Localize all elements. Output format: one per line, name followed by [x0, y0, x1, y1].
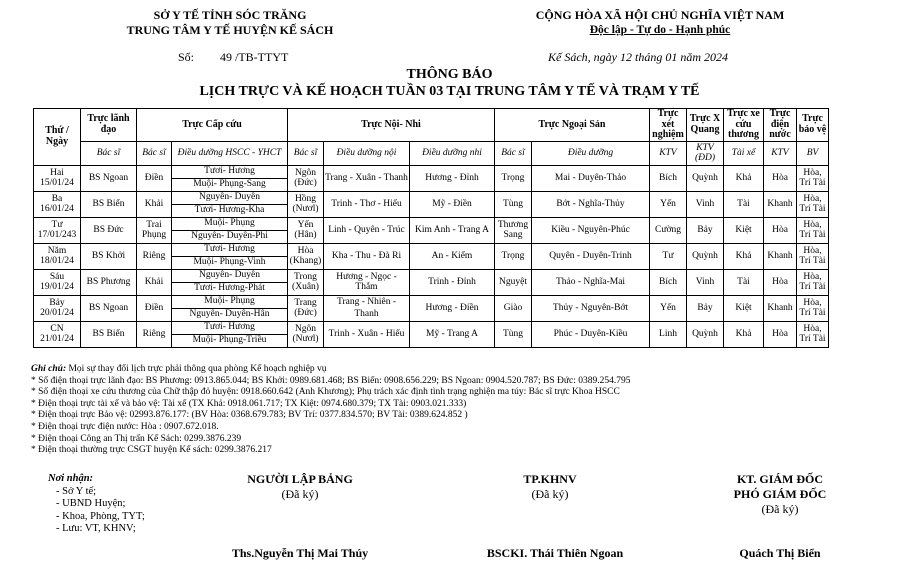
recipient-item: - Lưu: VT, KHNV;	[56, 523, 136, 534]
cell-in-nurse1: Trinh - Thơ - Hiếu	[324, 191, 410, 217]
doc-no: 49 /TB-TTYT	[220, 50, 289, 64]
cell-driver: Kiệt	[724, 217, 764, 243]
cell-er-doc: Trai Phụng	[137, 217, 172, 243]
recipients-label: Nơi nhận:	[48, 473, 94, 484]
cell-day	[34, 191, 81, 217]
cell-in-doc-line2: (Nươl)	[292, 334, 319, 344]
cell-guard: Hòa, Trí Tài	[797, 165, 829, 191]
table-row	[34, 217, 829, 230]
cell-er-nurse1: Nguyên- Duyên	[172, 269, 288, 282]
note-line: * Số điện thoại trực lãnh đạo: BS Phương: 0913.865.044; BS Khởi: 0989.681.468; BS Biển: 0908.656.229; BS Ngoan: 0904.520.787; BS Đức: 0389.254.795	[31, 375, 631, 386]
cell-er-doc: Khải	[137, 269, 172, 295]
cell-driver: Khả	[724, 165, 764, 191]
cell-day-line1: Tư	[51, 219, 63, 230]
maker-name: Ths.Nguyễn Thị Mai Thúy	[231, 546, 369, 560]
cell-er-doc: Riêng	[137, 321, 172, 347]
sub-driver: Tài xế	[724, 141, 764, 165]
cell-er-doc: Riêng	[137, 243, 172, 269]
sub-in-nurse2: Điều dưỡng nhi	[410, 141, 495, 165]
table-row	[34, 243, 829, 256]
col-leader: Trực lãnh đạo	[81, 109, 137, 142]
cell-su-doc: Trọng	[495, 165, 532, 191]
cell-er-nurse2: Muội- Phụng-Sang	[172, 178, 288, 191]
cell-in-nurse1: Trang - Xuân - Thanh	[324, 165, 410, 191]
cell-in-doc-line1: Hồng	[294, 193, 317, 204]
document-number	[178, 50, 288, 65]
khnv-name: BSCKI. Thái Thiên Ngoan	[486, 546, 624, 560]
doc-subtitle: LỊCH TRỰC VÀ KẾ HOẠCH TUẦN 03 TẠI TRUNG TÂM Y TẾ VÀ TRẠM Y TẾ	[199, 84, 700, 99]
cell-su-doc: Trọng	[495, 243, 532, 269]
col-ambulance: Trực xe cứu thương	[724, 109, 764, 142]
cell-er-doc: Điền	[137, 165, 172, 191]
cell-leader: BS Phương	[81, 269, 137, 295]
cell-in-doc-line1: Trang	[294, 297, 317, 308]
cell-xray: Quỳnh	[687, 321, 724, 347]
doc-no-label: Số:	[178, 50, 195, 64]
cell-driver: Tài	[724, 191, 764, 217]
cell-power: Khanh	[764, 295, 797, 321]
cell-power: Khanh	[764, 243, 797, 269]
sub-in-nurse1: Điều dưỡng nội	[324, 141, 410, 165]
cell-day	[34, 269, 81, 295]
cell-er-nurse2: Muội- Phụng-Triều	[172, 334, 288, 347]
cell-lab: Bích	[650, 165, 687, 191]
cell-in-doc	[288, 243, 324, 269]
cell-in-doc	[288, 191, 324, 217]
cell-power: Hòa	[764, 217, 797, 243]
cell-er-nurse2: Nguyên- Duyên-Phi	[172, 230, 288, 243]
recipient-item: - Sở Y tế;	[56, 485, 97, 497]
recipient-item: - Khoa, Phòng, TYT;	[56, 510, 145, 522]
cell-day	[34, 243, 81, 269]
cell-day-line1: CN	[50, 323, 64, 334]
cell-su-nurse: Mai - Duyên-Thảo	[532, 165, 650, 191]
cell-er-nurse1: Nguyên- Duyên	[172, 191, 288, 204]
col-day: Thứ / Ngày	[34, 109, 81, 166]
col-power: Trực điện nước	[764, 109, 797, 142]
cell-er-nurse1: Tươi- Hương	[172, 321, 288, 334]
notes-label: Ghi chú:	[31, 364, 67, 374]
notes-first-line	[31, 364, 630, 376]
cell-guard: Hòa, Trí Tài	[797, 191, 829, 217]
cell-lab: Yến	[650, 295, 687, 321]
note-line: * Điện thoại trực điện nước: Hòa : 0907.672.018.	[31, 421, 219, 432]
col-xray: Trực X Quang	[687, 109, 724, 142]
col-lab: Trực xét nghiệm	[650, 109, 687, 142]
cell-in-nurse1: Trang - Nhiên -	[324, 295, 410, 308]
cell-lab: Yến	[650, 191, 687, 217]
cell-day-line2: 21/01/24	[40, 334, 74, 344]
cell-er-nurse2: Nguyên- Duyên-Hân	[172, 308, 288, 321]
org-header	[95, 8, 365, 38]
cell-in-doc	[288, 321, 324, 347]
col-guard: Trực bảo vệ	[797, 109, 829, 142]
cell-guard: Hòa, Trí Tài	[797, 269, 829, 295]
cell-leader: BS Khởi	[81, 243, 137, 269]
sub-in-doc: Bác sĩ	[288, 141, 324, 165]
note-line: * Điện thoại trực tài xế và bảo vệ: Tài xế (TX Khả: 0918.061.717; TX Kiệt: 0974.680.379; TX Tài: 0903.021.333)	[31, 398, 467, 409]
director-title1: KT. GIÁM ĐỐC	[736, 472, 824, 486]
cell-in-doc	[288, 295, 324, 321]
cell-day-line1: Năm	[47, 245, 67, 256]
cell-in-doc	[288, 217, 324, 243]
cell-lab: Cường	[650, 217, 687, 243]
cell-day-line1: Sáu	[49, 271, 65, 282]
cell-day-line2: 20/01/24	[40, 308, 74, 318]
cell-in-nurse2: Hương - Đỉnh	[410, 165, 495, 191]
cell-in-nurse2: Kim Anh - Trang A	[410, 217, 495, 243]
motto: Độc lập - Tự do - Hạnh phúc	[589, 24, 731, 36]
cell-in-doc-line2: (Đức)	[294, 178, 317, 188]
cell-in-doc-line2: (Khang)	[289, 256, 322, 266]
maker-signed: (Đã ký)	[281, 487, 319, 501]
signature-maker	[225, 472, 375, 502]
cell-su-nurse: Bớt - Nghĩa-Thủy	[532, 191, 650, 217]
cell-day	[34, 165, 81, 191]
cell-driver: Tài	[724, 269, 764, 295]
cell-leader: BS Đức	[81, 217, 137, 243]
cell-driver: Khả	[724, 243, 764, 269]
table-row	[34, 269, 829, 282]
issue-date: Kế Sách, ngày 12 tháng 01 năm 2024	[548, 50, 728, 64]
recipient-item: - UBND Huyện;	[56, 498, 126, 509]
cell-day-line2: 16/01/24	[40, 204, 74, 214]
notes	[31, 364, 630, 457]
cell-power: Hòa	[764, 165, 797, 191]
cell-er-nurse1: Muội- Phụng	[172, 217, 288, 230]
cell-su-nurse: Kiều - Nguyên-Phúc	[532, 217, 650, 243]
cell-in-nurse2: Mỹ - Điền	[410, 191, 495, 217]
cell-day	[34, 295, 81, 321]
maker-title: NGƯỜI LẬP BẢNG	[247, 472, 353, 486]
khnv-title: TP.KHNV	[523, 472, 577, 486]
cell-day	[34, 217, 81, 243]
cell-day-line2: 18/01/24	[40, 256, 74, 266]
cell-er-nurse2: Muội- Phụng-Vinh	[172, 256, 288, 269]
cell-in-doc-line1: Hòa	[297, 245, 314, 256]
cell-in-nurse1: Hương - Ngọc - Thắm	[324, 269, 410, 295]
sub-xray: KTV (ĐD)	[687, 141, 724, 165]
org-line1: SỞ Y TẾ TỈNH SÓC TRĂNG	[153, 8, 307, 22]
cell-in-nurse2: Hương - Điền	[410, 295, 495, 321]
cell-power: Hòa	[764, 321, 797, 347]
cell-guard: Hòa, Trí Tài	[797, 243, 829, 269]
cell-er-nurse2: Tươi- Hương-Kha	[172, 204, 288, 217]
cell-in-doc-line1: Ngôn	[294, 167, 317, 178]
sub-leader: Bác sĩ	[81, 141, 137, 165]
cell-er-nurse1: Tươi- Hương	[172, 243, 288, 256]
cell-su-doc: Thương Sang	[495, 217, 532, 243]
cell-su-doc: Tùng	[495, 191, 532, 217]
cell-lab: Tư	[650, 243, 687, 269]
cell-in-doc-line2: (Xuân)	[292, 282, 319, 292]
cell-lab: Linh	[650, 321, 687, 347]
cell-in-doc-line2: (Hân)	[294, 230, 317, 240]
cell-day	[34, 321, 81, 347]
doc-title: THÔNG BÁO	[406, 67, 493, 82]
sub-er-nurse: Điều dưỡng HSCC - YHCT	[172, 141, 288, 165]
cell-er-doc: Điền	[137, 295, 172, 321]
cell-xray: Bảy	[687, 295, 724, 321]
cell-in-nurse1b: Thanh	[324, 308, 410, 321]
director-title2: PHÓ GIÁM ĐỐC	[733, 487, 827, 501]
cell-xray: Quỳnh	[687, 165, 724, 191]
cell-power: Hòa	[764, 269, 797, 295]
cell-lab: Bích	[650, 269, 687, 295]
cell-su-nurse: Phúc - Duyên-Kiều	[532, 321, 650, 347]
recipients	[48, 473, 145, 536]
cell-xray: Quỳnh	[687, 243, 724, 269]
schedule-rows	[34, 165, 829, 347]
cell-in-nurse2: Trinh - Đỉnh	[410, 269, 495, 295]
signature-khnv	[480, 472, 620, 502]
director-name: Quách Thị Biển	[739, 546, 821, 560]
cell-su-nurse: Quyên - Duyên-Trinh	[532, 243, 650, 269]
sub-er-doc: Bác sĩ	[137, 141, 172, 165]
cell-in-nurse1: Linh - Quyên - Trúc	[324, 217, 410, 243]
sub-guard: BV	[797, 141, 829, 165]
note-line: * Điện thoại thường trực CSGT huyện Kế sách: 0299.3876.217	[31, 445, 272, 456]
cell-in-doc-line1: Trong	[294, 271, 317, 282]
cell-er-doc: Khải	[137, 191, 172, 217]
country-header	[495, 8, 825, 38]
table-row	[34, 321, 829, 334]
cell-in-doc-line2: (Đức)	[294, 308, 317, 318]
cell-leader: BS Ngoan	[81, 165, 137, 191]
cell-guard: Hòa, Trí Tài	[797, 217, 829, 243]
cell-su-doc: Giào	[495, 295, 532, 321]
cell-day-line1: Hai	[50, 167, 64, 178]
sub-su-doc: Bác sĩ	[495, 141, 532, 165]
cell-day-line1: Bảy	[49, 297, 65, 308]
col-er: Trực Cấp cứu	[137, 109, 288, 142]
cell-in-nurse2: Mỹ - Trang A	[410, 321, 495, 347]
cell-driver: Khả	[724, 321, 764, 347]
cell-er-nurse1: Tươi- Hương	[172, 165, 288, 178]
cell-day-line1: Ba	[51, 193, 63, 204]
sub-su-nurse: Điều dưỡng	[532, 141, 650, 165]
table-row	[34, 295, 829, 308]
note-line: * Điện thoại trực Bảo vệ: 02993.876.177: (BV Hòa: 0368.679.783; BV Trí: 0377.834.570; BV Tài: 0389.624.852 )	[31, 410, 468, 421]
cell-power: Khanh	[764, 191, 797, 217]
sub-power: KTV	[764, 141, 797, 165]
cell-day-line2: 19/01/24	[40, 282, 74, 292]
cell-driver: Kiệt	[724, 295, 764, 321]
cell-xray: Vinh	[687, 191, 724, 217]
cell-xray: Vinh	[687, 269, 724, 295]
cell-su-nurse: Thủy - Nguyên-Bớt	[532, 295, 650, 321]
cell-su-doc: Nguyệt	[495, 269, 532, 295]
cell-su-doc: Tùng	[495, 321, 532, 347]
cell-in-doc-line1: Yến	[297, 219, 314, 230]
cell-in-nurse2: An - Kiểm	[410, 243, 495, 269]
org-line2: TRUNG TÂM Y TẾ HUYỆN KẾ SÁCH	[126, 23, 334, 37]
director-signed: (Đã ký)	[761, 502, 799, 516]
cell-in-doc-line1: Ngôn	[294, 323, 317, 334]
cell-guard: Hòa, Trí Tài	[797, 321, 829, 347]
cell-in-nurse1: Kha - Thu - Đà Ri	[324, 243, 410, 269]
cell-er-nurse1: Muội- Phụng	[172, 295, 288, 308]
cell-guard: Hòa, Trí Tài	[797, 295, 829, 321]
sub-lab: KTV	[650, 141, 687, 165]
col-surgery: Trực Ngoại Sản	[495, 109, 650, 142]
signature-director	[690, 472, 870, 517]
notes-first: Mọi sự thay đổi lịch trực phải thông qua phòng Kế hoạch nghiệp vụ	[68, 364, 327, 374]
table-row	[34, 191, 829, 204]
khnv-signed: (Đã ký)	[531, 487, 569, 501]
cell-in-doc	[288, 165, 324, 191]
cell-in-doc	[288, 269, 324, 295]
note-line: * Điện thoại Công an Thị trấn Kế Sách: 0299.3876.239	[31, 433, 242, 444]
table-row	[34, 165, 829, 178]
cell-in-doc-line2: (Nươl)	[292, 204, 319, 214]
note-line: * Số điện thoại xe cứu thương của Chữ thập đỏ huyện: 0918.660.642 (Anh Khương); Phụ trách xác định tình trạng nghiện ma túy: Bác sĩ trực Khoa HSCC	[31, 387, 620, 398]
duty-schedule-table	[33, 108, 829, 348]
cell-leader: BS Biển	[81, 321, 137, 347]
cell-leader: BS Ngoan	[81, 295, 137, 321]
cell-day-line2: 15/01/24	[40, 178, 74, 188]
cell-in-nurse1: Trinh - Xuân - Hiếu	[324, 321, 410, 347]
col-internal: Trực Nội- Nhi	[288, 109, 495, 142]
cell-er-nurse2: Tươi- Hương-Phát	[172, 282, 288, 295]
cell-leader: BS Biển	[81, 191, 137, 217]
cell-su-nurse: Thảo - Nghĩa-Mai	[532, 269, 650, 295]
cell-day-line2: 17/01/243	[37, 230, 77, 240]
country-name: CỘNG HÒA XÃ HỘI CHỦ NGHĨA VIỆT NAM	[535, 8, 785, 22]
cell-xray: Bảy	[687, 217, 724, 243]
